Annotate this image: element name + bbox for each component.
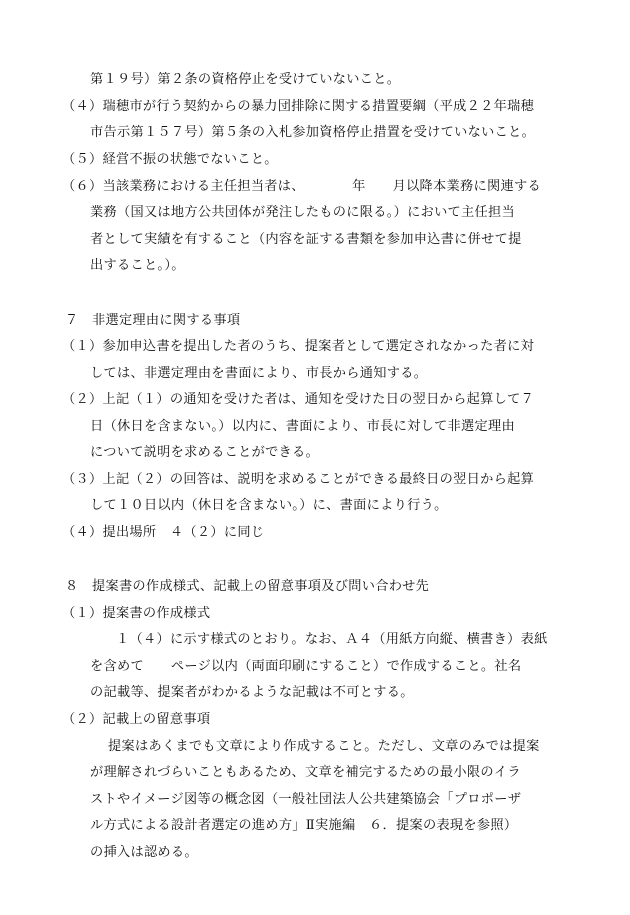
text-line: 市告示第１５７号）第５条の入札参加資格停止措置を受けていないこと。 [90,125,536,140]
text-line: 提案はあくまでも文章により作成すること。ただし、文章のみでは提案 [108,739,540,754]
text-line: について説明を求めることができる。 [90,445,320,460]
text-line: ストやイメージ図等の概念図（一般社団法人公共建築協会「プロポーザ [90,792,522,807]
text-line: ル方式による設計者選定の進め方」Ⅱ実施編 ６．提案の表現を参照） [90,818,518,833]
text-line: 日（休日を含まない。）以内に、書面により、市長に対して非選定理由 [90,419,515,434]
text-line: しては、非選定理由を書面により、市長から通知する。 [90,366,428,381]
list-item-4b: （４）提出場所 ４（２）に同じ [62,525,265,540]
text-line: 業務（国又は地方公共団体が発注したものに限る。）において主任担当 [90,205,515,220]
sub-heading-1: （１）提案書の作成様式 [62,606,211,621]
text-line: の挿入は認める。 [90,845,198,860]
text-line: １（４）に示す様式のとおり。なお、Ａ４（用紙方向縦、横書き）表紙 [116,632,548,647]
text-line: が理解されづらいこともあるため、文章を補完するための最小限のイラ [90,765,521,780]
list-item-5: （５）経営不振の状態でないこと。 [62,152,278,167]
list-item-2: （２）上記（１）の通知を受けた者は、通知を受けた日の翌日から起算して７ [62,392,535,407]
section-heading-8: ８ 提案書の作成様式、記載上の留意事項及び問い合わせ先 [65,579,430,594]
list-item-1: （１）参加申込書を提出した者のうち、提案者として選定されなかった者に対 [62,339,535,354]
text-line: 出すること。）。 [90,258,185,273]
text-line: 者として実績を有すること（内容を証する書類を参加申込書に併せて提 [90,232,522,247]
list-item-6: （６）当該業務における主任担当者は、 年 月以降本業務に関連する [62,179,541,194]
list-item-3: （３）上記（２）の回答は、説明を求めることができる最終日の翌日から起算 [62,472,535,487]
text-line: の記載等、提案者がわかるような記載は不可とする。 [90,685,414,700]
list-item-4: （４）瑞穂市が行う契約からの暴力団排除に関する措置要綱（平成２２年瑞穂 [62,99,535,114]
section-heading-7: ７ 非選定理由に関する事項 [65,313,241,328]
text-line: して１０日以内（休日を含まない。）に、書面により行う。 [90,498,448,513]
sub-heading-2: （２）記載上の留意事項 [62,712,211,727]
text-line: を含めて ページ以内（両面印刷にすること）で作成すること。社名 [90,659,522,674]
text-line: 第１９号）第２条の資格停止を受けていないこと。 [90,72,401,87]
